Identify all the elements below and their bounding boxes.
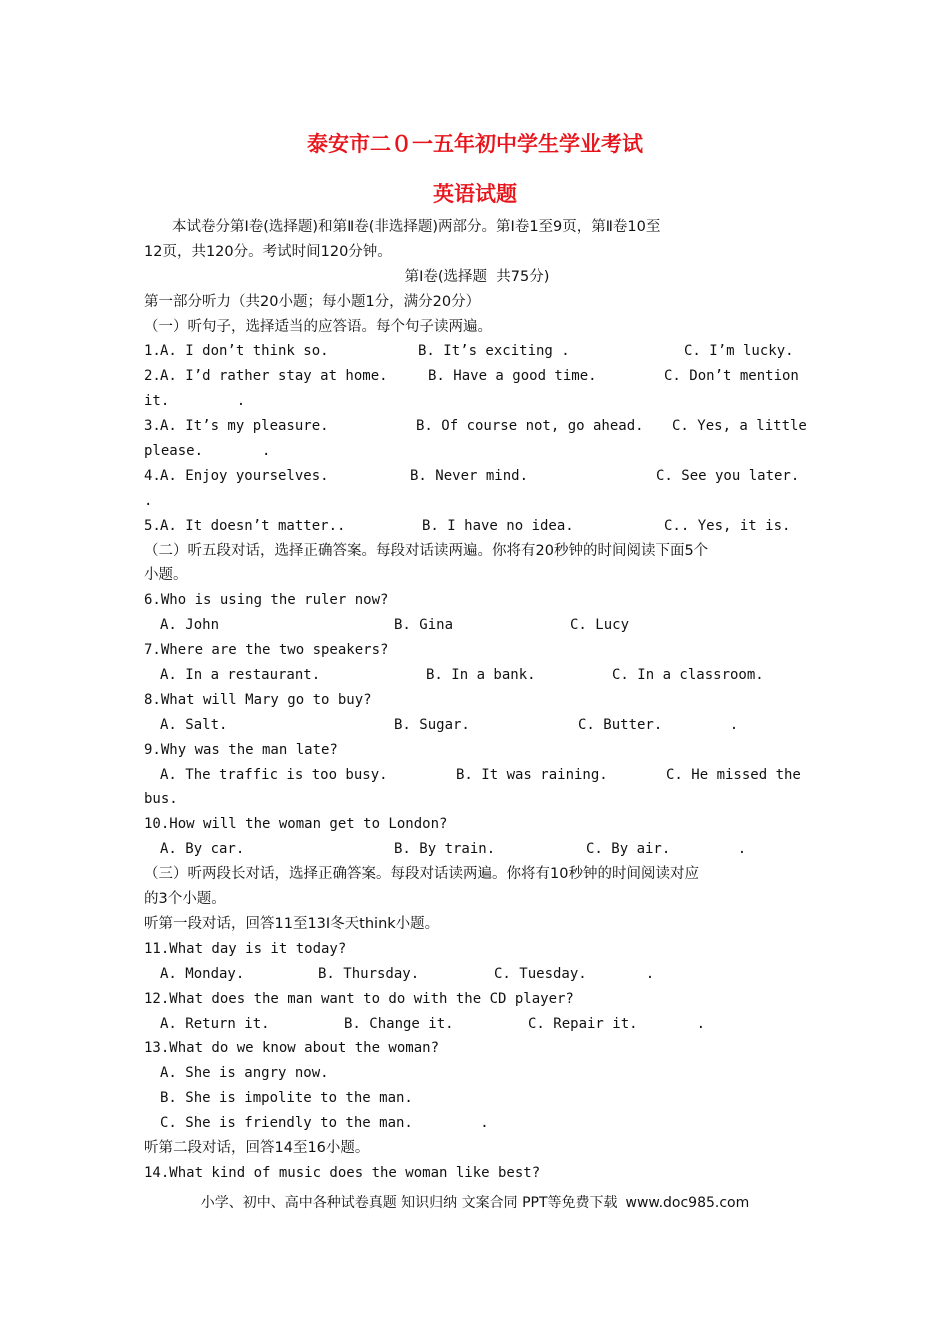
question-12-options: [144, 1012, 810, 1037]
option-a: A. She is angry now.: [160, 1065, 329, 1082]
question-9-stem: 9.Why was the man late?: [144, 741, 338, 758]
footer: [0, 1192, 950, 1212]
option-b: B. It was raining.: [456, 766, 608, 783]
section2-header-line-2: 小题。: [144, 567, 188, 584]
question-6-stem: 6.Who is using the ruler now?: [144, 592, 389, 609]
option-b: B. It’s exciting .: [418, 343, 570, 360]
question-2-continued: it. .: [144, 393, 246, 410]
volume-header: 第Ⅰ卷(选择题 共75分): [404, 268, 550, 285]
option-b: B. Change it.: [344, 1015, 454, 1032]
option-b: B. Thursday.: [318, 965, 420, 982]
option-b: B. In a bank.: [426, 667, 536, 684]
section3-header-line-1: （三）听两段长对话，选择正确答案。每段对话读两遍。你将有10秒钟的时间阅读对应: [144, 866, 699, 883]
intro-line-1: 本试卷分第Ⅰ卷(选择题)和第Ⅱ卷(非选择题)两部分。第Ⅰ卷1至9页，第Ⅱ卷10至: [172, 219, 661, 235]
option-c: C. Lucy: [570, 617, 630, 634]
part1-header: 第一部分听力（共20小题；每小题1分，满分20分）: [144, 293, 481, 310]
page-subtitle: 英语试题: [433, 181, 517, 206]
question-8-options: [144, 713, 810, 738]
option-a: A. In a restaurant.: [160, 667, 321, 684]
exam-body: [144, 215, 810, 1186]
question-3-continued: please. .: [144, 443, 271, 460]
section2-header-line-1: （二）听五段对话，选择正确答案。每段对话读两遍。你将有20秒钟的时间阅读下面5个: [144, 542, 709, 559]
option-c: C. He missed the: [666, 766, 801, 783]
question-number: 2.: [144, 368, 161, 385]
question-11-options: [144, 962, 810, 987]
option-c: C. Butter. .: [578, 716, 739, 733]
option-b: B. By train.: [394, 841, 496, 858]
option-c: C. See you later.: [656, 467, 800, 484]
section1-header: （一）听句子，选择适当的应答语。每个句子读两遍。: [144, 318, 492, 335]
footer-text: 小学、初中、高中各种试卷真题 知识归纳 文案合同 PPT等免费下载: [200, 1195, 618, 1211]
option-c: C. I’m lucky.: [684, 343, 794, 360]
option-c: C. Yes, a little: [672, 418, 807, 435]
option-a: A. Return it.: [160, 1015, 270, 1032]
question-13-stem: 13.What do we know about the woman?: [144, 1040, 440, 1057]
question-4-continued: .: [144, 492, 153, 509]
option-a: A. It’s my pleasure.: [160, 418, 329, 435]
question-9-options: [144, 763, 810, 788]
option-a: A. I’d rather stay at home.: [160, 368, 388, 385]
question-14-stem: 14.What kind of music does the woman like best?: [144, 1164, 541, 1181]
option-a: A. It doesn’t matter..: [160, 517, 346, 534]
option-c: C. She is friendly to the man. .: [160, 1115, 489, 1132]
question-number: 3.: [144, 418, 161, 435]
question-7-stem: 7.Where are the two speakers?: [144, 642, 389, 659]
question-2: [144, 364, 810, 389]
question-10-stem: 10.How will the woman get to London?: [144, 816, 448, 833]
option-a: A. John: [160, 617, 220, 634]
question-9-continued: bus.: [144, 791, 178, 808]
question-8-stem: 8.What will Mary go to buy?: [144, 691, 372, 708]
question-number: 5.: [144, 517, 161, 534]
option-c: C.. Yes, it is.: [664, 517, 791, 534]
option-a: A. By car.: [160, 841, 245, 858]
dialog2-header: 听第二段对话，回答14至16小题。: [144, 1139, 370, 1156]
option-a: A. Enjoy yourselves.: [160, 467, 329, 484]
option-c: C. Don’t mention: [664, 368, 799, 385]
option-c: C. In a classroom.: [612, 667, 764, 684]
option-a: A. The traffic is too busy.: [160, 766, 388, 783]
question-number: 4.: [144, 467, 161, 484]
question-5: [144, 514, 810, 539]
dialog1-header: 听第一段对话，回答11至13I冬天think小题。: [144, 915, 440, 932]
option-a: A. Salt.: [160, 716, 228, 733]
option-a: A. Monday.: [160, 965, 245, 982]
option-b: B. Never mind.: [410, 467, 529, 484]
option-b: B. I have no idea.: [422, 517, 574, 534]
section3-header-line-2: 的3个小题。: [144, 891, 226, 908]
question-7-options: [144, 663, 810, 688]
question-11-stem: 11.What day is it today?: [144, 940, 347, 957]
question-12-stem: 12.What does the man want to do with the CD player?: [144, 990, 574, 1007]
option-b: B. Gina: [394, 617, 454, 634]
question-number: 1.: [144, 343, 161, 360]
option-a: A. I don’t think so.: [160, 343, 329, 360]
option-b: B. Have a good time.: [428, 368, 597, 385]
option-c: C. Tuesday. .: [494, 965, 655, 982]
question-1: [144, 339, 810, 364]
page-title: 泰安市二０一五年初中学生学业考试: [307, 131, 643, 156]
option-b: B. She is impolite to the man.: [160, 1090, 413, 1107]
intro-line-2: 12页，共120分。考试时间120分钟。: [144, 243, 392, 260]
option-c: C. By air. .: [586, 841, 747, 858]
question-4: [144, 464, 810, 489]
question-10-options: [144, 837, 810, 862]
option-c: C. Repair it. .: [528, 1015, 706, 1032]
option-b: B. Of course not, go ahead.: [416, 418, 644, 435]
footer-site-link[interactable]: www.doc985.com: [625, 1195, 750, 1211]
question-6-options: [144, 613, 810, 638]
question-3: [144, 414, 810, 439]
option-b: B. Sugar.: [394, 716, 470, 733]
